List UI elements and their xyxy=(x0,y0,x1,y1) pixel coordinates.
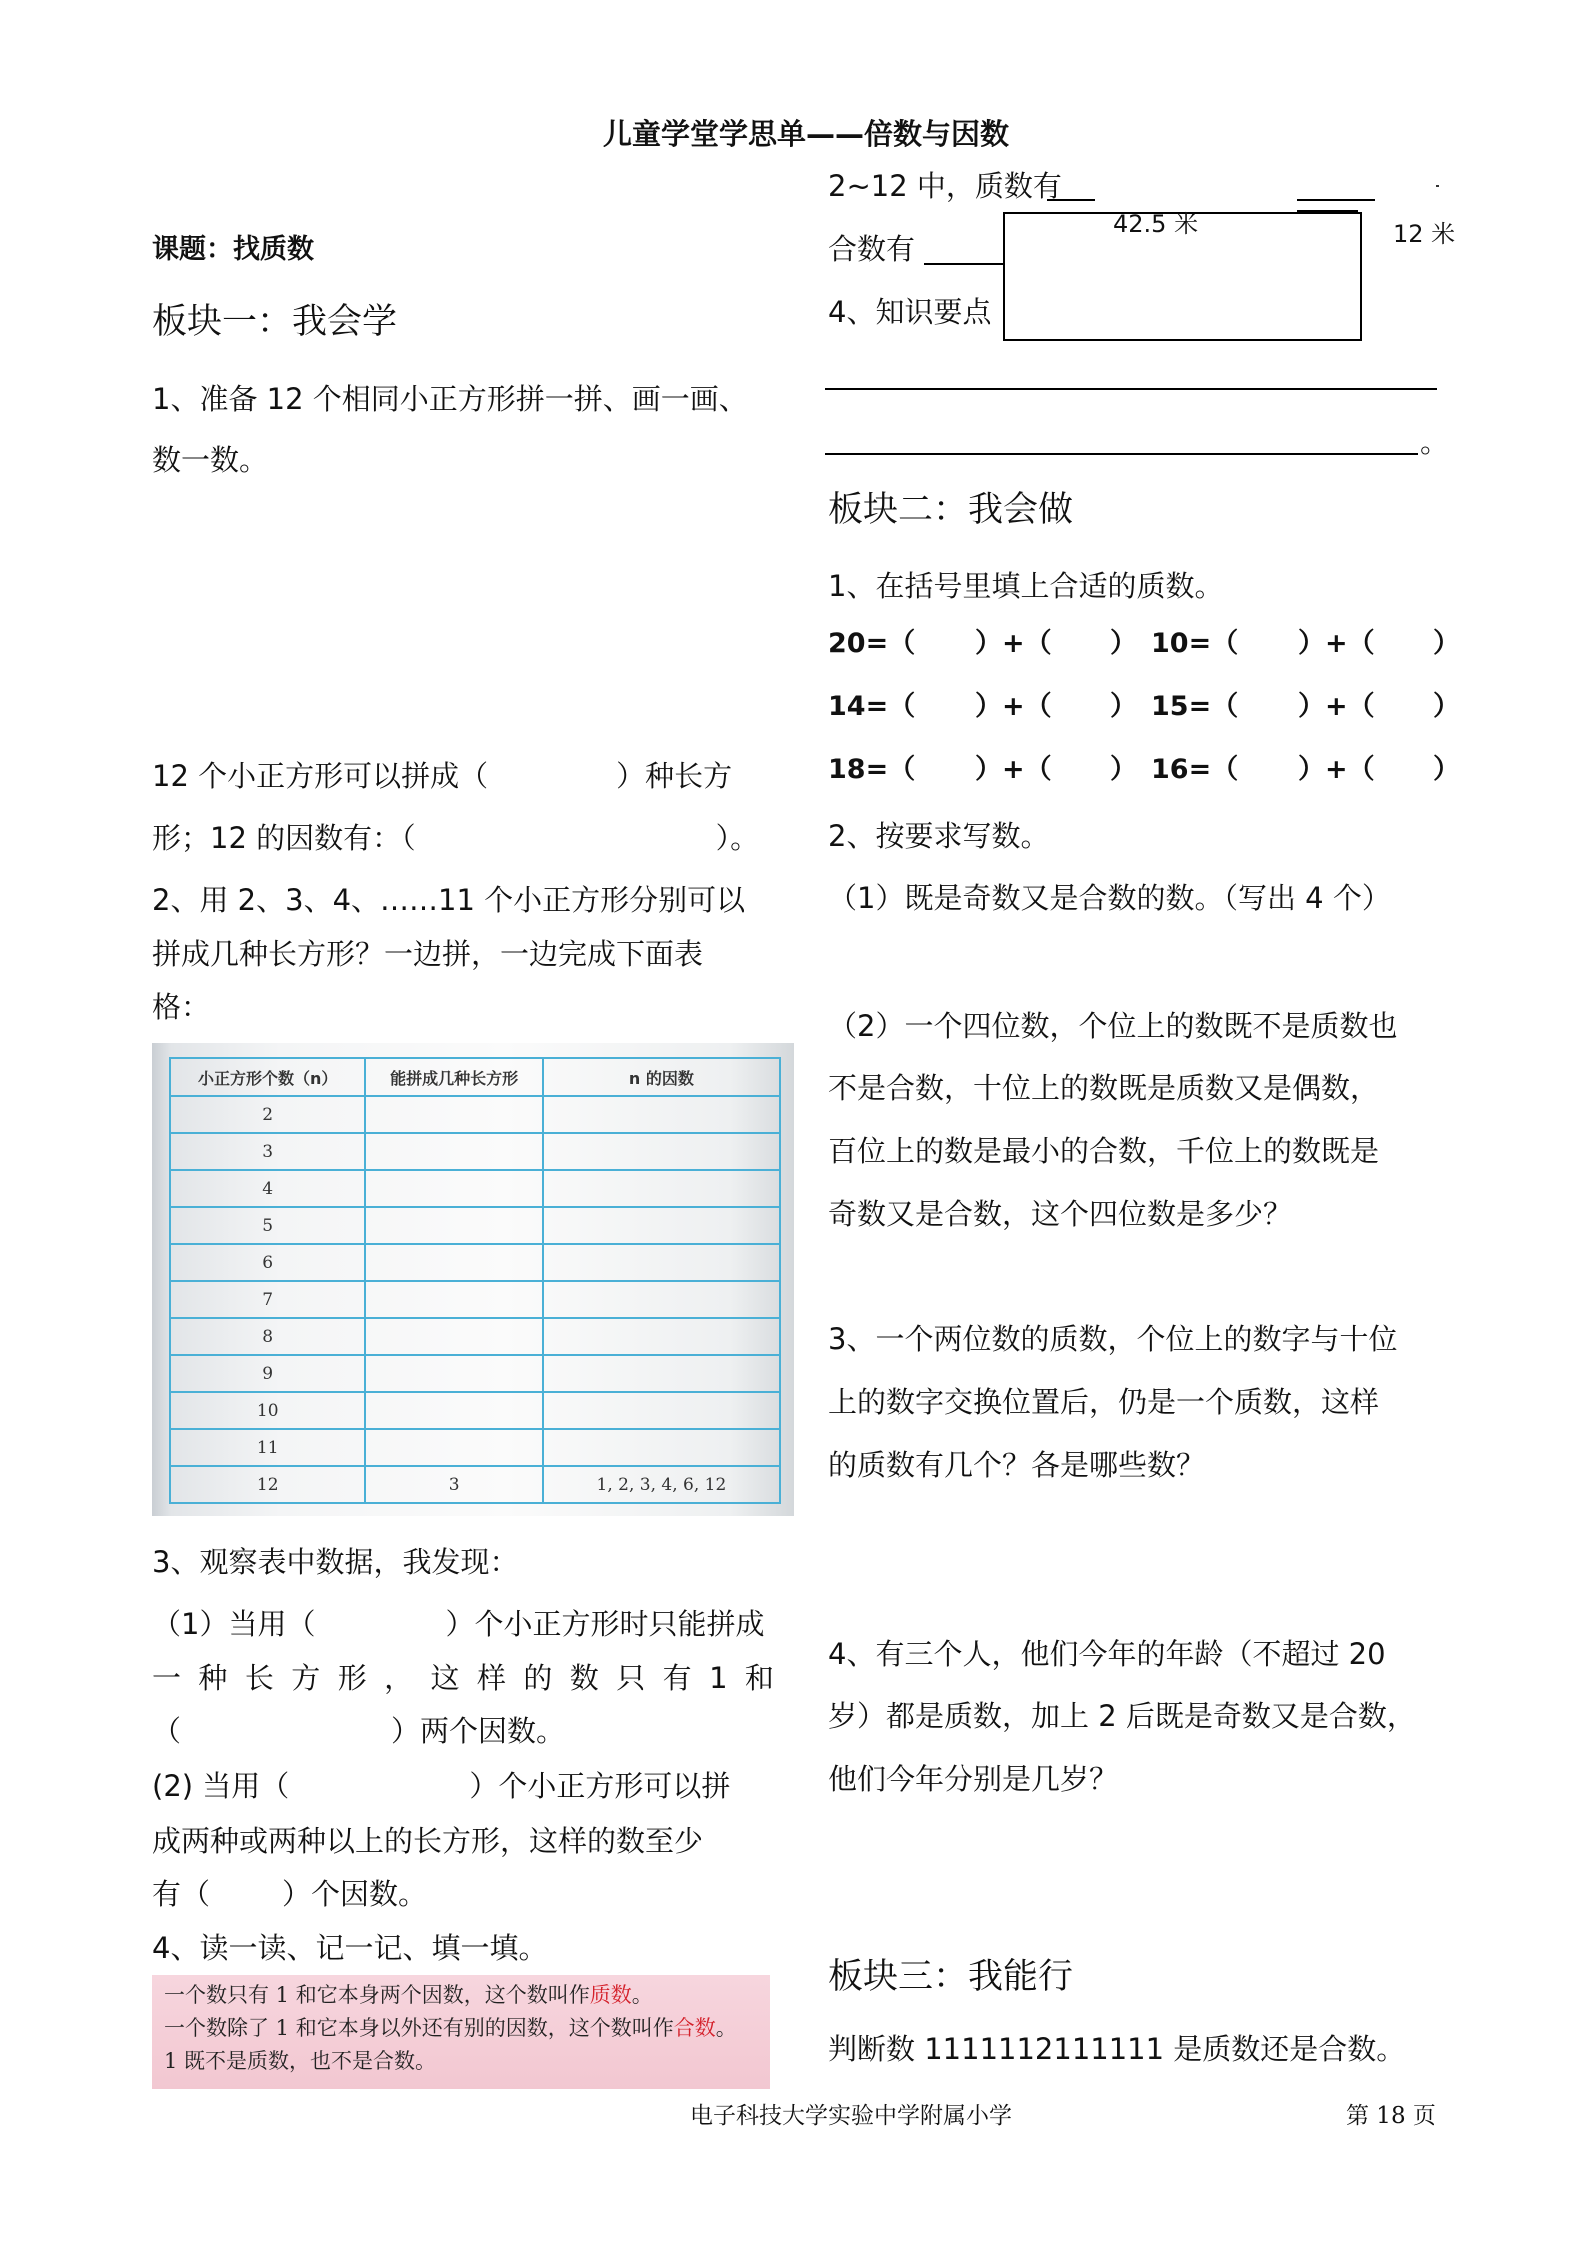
composite-blank-line xyxy=(924,263,1004,265)
q1a-line1 xyxy=(152,759,774,793)
q3-2-b: ）个小正方形可以拼 xyxy=(469,1769,731,1803)
q4-heading: 4、读一读、记一记、填一填。 xyxy=(152,1931,548,1965)
spread-char: 这 xyxy=(430,1661,460,1695)
spread-char: 有 xyxy=(662,1661,692,1695)
q3-1-line1 xyxy=(152,1607,765,1641)
equation-part: ） xyxy=(1110,628,1137,659)
equation-part: ）+（ xyxy=(1298,628,1375,659)
table-row xyxy=(170,1133,780,1170)
table-header: n 的因数 xyxy=(543,1058,780,1096)
q2-line3: 格： xyxy=(152,990,211,1024)
spread-char: 的 xyxy=(523,1661,553,1695)
table-cell xyxy=(543,1096,780,1133)
r-q2: 2、按要求写数。 xyxy=(828,819,1050,853)
spread-char: 方 xyxy=(291,1661,321,1695)
table-cell: 3 xyxy=(365,1466,542,1503)
table-cell xyxy=(365,1281,542,1318)
spread-char: 和 xyxy=(744,1661,774,1695)
tick-mark xyxy=(1436,185,1439,187)
q1-line2: 数一数。 xyxy=(152,443,269,477)
q1a-text-a: 12 个小正方形可以拼成（ xyxy=(152,759,489,793)
r-q3-line1: 3、一个两位数的质数，个位上的数字与十位 xyxy=(828,1322,1398,1356)
spread-char: 1 xyxy=(709,1661,728,1695)
table-row xyxy=(170,1096,780,1133)
note-line1: 一个数只有 1 和它本身两个因数，这个数叫作质数。 xyxy=(164,1983,653,2007)
section3-heading: 板块三：我能行 xyxy=(828,1957,1074,1997)
table-row xyxy=(170,1429,780,1466)
rectangle-length-label: 42.5 米 xyxy=(1113,210,1199,238)
q3-1-b: ）个小正方形时只能拼成 xyxy=(445,1607,765,1641)
equation-part: ） xyxy=(1433,754,1460,785)
r-q1: 1、在括号里填上合适的质数。 xyxy=(828,569,1224,603)
table-cell xyxy=(365,1392,542,1429)
rectangle-top-line xyxy=(1297,210,1358,212)
q3-1-line2 xyxy=(152,1661,774,1695)
factor-table xyxy=(169,1057,781,1504)
equation-part: ）+（ xyxy=(975,754,1052,785)
spread-char: 长 xyxy=(244,1661,274,1695)
table-cell xyxy=(365,1318,542,1355)
knowledge-points-label: 4、知识要点 xyxy=(828,295,992,329)
table-cell: 4 xyxy=(170,1170,365,1207)
table-row xyxy=(170,1466,780,1503)
r-q4-line3: 他们今年分别是几岁？ xyxy=(828,1762,1119,1796)
table-cell xyxy=(543,1429,780,1466)
equation-part: 14=（ xyxy=(828,691,916,722)
q3-2-line2: 成两种或两种以上的长方形，这样的数至少 xyxy=(152,1824,704,1858)
table-header: 能拼成几种长方形 xyxy=(365,1058,542,1096)
table-row xyxy=(170,1355,780,1392)
equation-part: ） xyxy=(1110,691,1137,722)
table-cell xyxy=(543,1355,780,1392)
table-cell xyxy=(543,1281,780,1318)
table-cell xyxy=(543,1244,780,1281)
r-q2-2-line2: 不是合数，十位上的数既是质数又是偶数， xyxy=(828,1071,1380,1105)
table-cell xyxy=(365,1355,542,1392)
equation-part: 18=（ xyxy=(828,754,916,785)
table-cell: 3 xyxy=(170,1133,365,1170)
section2-heading: 板块二：我会做 xyxy=(828,490,1074,530)
equation-part: ）+（ xyxy=(975,628,1052,659)
r-q4-line1: 4、有三个人，他们今年的年龄（不超过 20 xyxy=(828,1637,1386,1671)
prime-blank-label: 2~12 中，质数有 xyxy=(828,169,1062,203)
q1a-text-c: 形；12 的因数有：（ xyxy=(152,821,416,855)
r-q3-line3: 的质数有几个？各是哪些数？ xyxy=(828,1448,1206,1482)
q1a-text-b: ）种长方 xyxy=(616,759,733,793)
note-prime-term: 质数 xyxy=(589,1983,632,2007)
equation-part: ）+（ xyxy=(1298,691,1375,722)
topic-label: 课题：找质数 xyxy=(152,234,314,265)
r-q2-2-line1: （2）一个四位数，个位上的数既不是质数也 xyxy=(828,1009,1398,1043)
factor-table-image xyxy=(152,1043,794,1516)
spread-char: 样 xyxy=(476,1661,506,1695)
prime-blank-line-2 xyxy=(1297,199,1375,201)
table-cell xyxy=(543,1170,780,1207)
table-cell: 5 xyxy=(170,1207,365,1244)
table-cell: 11 xyxy=(170,1429,365,1466)
r-q2-2-line3: 百位上的数是最小的合数，千位上的数既是 xyxy=(828,1134,1380,1168)
table-cell: 1, 2, 3, 4, 6, 12 xyxy=(543,1466,780,1503)
table-cell: 10 xyxy=(170,1392,365,1429)
q2-line2: 拼成几种长方形？一边拼，一边完成下面表 xyxy=(152,937,704,971)
table-row xyxy=(170,1281,780,1318)
table-row xyxy=(170,1207,780,1244)
answer-line-2 xyxy=(825,453,1418,455)
table-header: 小正方形个数（n） xyxy=(170,1058,365,1096)
footer-page: 第 18 页 xyxy=(1346,2103,1436,2129)
table-cell xyxy=(543,1318,780,1355)
q3-2-d: ）个因数。 xyxy=(282,1877,428,1911)
judge-question: 判断数 1111112111111 是质数还是合数。 xyxy=(828,2032,1406,2066)
table-row xyxy=(170,1244,780,1281)
composite-blank-label: 合数有 xyxy=(828,232,916,266)
table-cell: 7 xyxy=(170,1281,365,1318)
page-title: 儿童学堂学思单——倍数与因数 xyxy=(603,117,1010,151)
table-cell xyxy=(365,1133,542,1170)
spread-char: 数 xyxy=(569,1661,599,1695)
footer-school: 电子科技大学实验中学附属小学 xyxy=(690,2103,1012,2129)
table-cell xyxy=(365,1429,542,1466)
note-line3: 1 既不是质数，也不是合数。 xyxy=(164,2049,437,2073)
equation-part: ） xyxy=(1433,628,1460,659)
note-composite-term: 合数 xyxy=(673,2016,716,2040)
equation-part: 10=（ xyxy=(1151,628,1239,659)
q1a-text-d: ）。 xyxy=(715,821,760,855)
table-cell xyxy=(543,1392,780,1429)
q2-line1: 2、用 2、3、4、……11 个小正方形分别可以 xyxy=(152,883,746,917)
equation-part: 16=（ xyxy=(1151,754,1239,785)
q3-2-line1 xyxy=(152,1769,731,1803)
table-row xyxy=(170,1318,780,1355)
spread-char: 种 xyxy=(198,1661,228,1695)
q1a-line2 xyxy=(152,821,760,855)
spread-char: 形 xyxy=(337,1661,367,1695)
prime-blank-line xyxy=(1047,199,1095,201)
table-row xyxy=(170,1170,780,1207)
spread-char: 一 xyxy=(152,1661,182,1695)
q3-2-line3 xyxy=(152,1877,428,1911)
table-cell: 9 xyxy=(170,1355,365,1392)
table-cell xyxy=(365,1244,542,1281)
table-cell: 2 xyxy=(170,1096,365,1133)
table-row xyxy=(170,1392,780,1429)
section1-heading: 板块一：我会学 xyxy=(152,302,398,342)
equation-part: ）+（ xyxy=(975,691,1052,722)
table-cell xyxy=(543,1207,780,1244)
table-cell: 6 xyxy=(170,1244,365,1281)
table-cell: 8 xyxy=(170,1318,365,1355)
rectangle-width-label: 12 米 xyxy=(1393,220,1456,248)
table-cell xyxy=(365,1096,542,1133)
table-cell xyxy=(365,1170,542,1207)
equation-part: 15=（ xyxy=(1151,691,1239,722)
q3-1-a: （1）当用（ xyxy=(152,1607,316,1641)
equation-part: 20=（ xyxy=(828,628,916,659)
q1-line1: 1、准备 12 个相同小正方形拼一拼、画一画、 xyxy=(152,382,748,416)
r-q2-1: （1）既是奇数又是合数的数。（写出 4 个） xyxy=(828,881,1391,915)
q3-2-c: 有（ xyxy=(152,1877,211,1911)
answer-end-mark: 。 xyxy=(1420,425,1450,459)
r-q4-line2: 岁）都是质数，加上 2 后既是奇数又是合数， xyxy=(828,1699,1416,1733)
q3-2-a: (2) 当用（ xyxy=(152,1769,290,1803)
q3-1-d: ）两个因数。 xyxy=(391,1714,566,1748)
spread-char: 只 xyxy=(616,1661,646,1695)
q3-1-c: （ xyxy=(152,1714,182,1748)
note-line2: 一个数除了 1 和它本身以外还有别的因数，这个数叫作合数。 xyxy=(164,2016,737,2040)
equation-part: ） xyxy=(1433,691,1460,722)
table-cell xyxy=(543,1133,780,1170)
r-q3-line2: 上的数字交换位置后，仍是一个质数，这样 xyxy=(828,1385,1380,1419)
answer-line-1 xyxy=(825,388,1437,390)
definition-note xyxy=(152,1975,770,2089)
equation-part: ） xyxy=(1110,754,1137,785)
table-cell xyxy=(365,1207,542,1244)
r-q2-2-line4: 奇数又是合数，这个四位数是多少？ xyxy=(828,1197,1293,1231)
q3-1-line3 xyxy=(152,1714,566,1748)
spread-char: ， xyxy=(384,1661,414,1695)
q3-heading: 3、观察表中数据，我发现： xyxy=(152,1545,519,1579)
equation-part: ）+（ xyxy=(1298,754,1375,785)
table-cell: 12 xyxy=(170,1466,365,1503)
